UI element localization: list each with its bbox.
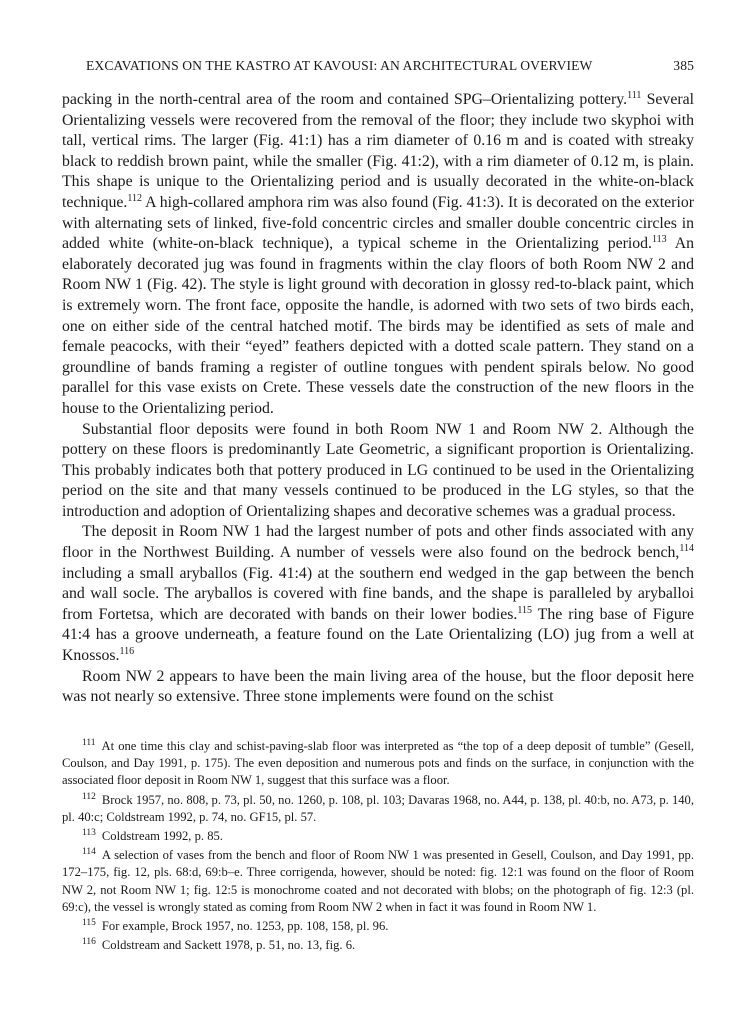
- text-run: The deposit in Room NW 1 had the largest number of pots and other finds associated with any floor in the Northwest Building. A number of vessels were also found on the bedrock bench,: [62, 523, 694, 562]
- text-run: Several Orientalizing vessels were recovered from the removal of the floor; they include two skyphoi with tall, vertical rims. The larger (Fig. 41:1) has a rim diameter of 0.16 m and is coated with streaky black to reddish brown paint, while the smaller (Fig. 41:2), with a rim diameter of 0.12 m, is plain. This shape is unique to the Orientalizing period and is usually decorated in the white-on-black technique.: [62, 91, 694, 211]
- footnote: [62, 828, 694, 845]
- text-run: Substantial floor deposits were found in both Room NW 1 and Room NW 2. Although the pottery on these floors is predominantly Late Geometric, a significant proportion is Orientalizing. This probably indicates both that pottery produced in LG continued to be used in the Orientalizing period on the site and that many vessels continued to be produced in the LG styles, so that the introduction and adoption of Orientalizing shapes and decorative schemes was a gradual process.: [62, 420, 694, 520]
- footnote-text: Brock 1957, no. 808, p. 73, pl. 50, no. 1260, p. 108, pl. 103; Davaras 1968, no. A44, p. 138, pl. 40:b, no. A73, p. 140, pl. 40:c; Coldstream 1992, p. 74, no. GF15, pl. 57.: [62, 792, 694, 824]
- footnote-text: For example, Brock 1957, no. 1253, pp. 108, 158, pl. 96.: [101, 919, 389, 934]
- text-run: packing in the north-central area of the room and contained SPG–Orientalizing pottery.: [62, 91, 628, 108]
- footnote-number: 114: [82, 847, 96, 858]
- body-paragraph: [62, 667, 694, 708]
- body-paragraph: [62, 522, 694, 666]
- footnote-text: At one time this clay and schist-paving-slab floor was interpreted as “the top of a deep deposit of tumble” (Gesell, Coulson, and Day 1991, p. 175). The even deposition and numerous pots and finds on the surface, in conjunction with the associated floor deposit in Room NW 1, suggest that this surface was a floor.: [62, 739, 694, 788]
- footnote-number: 112: [82, 791, 96, 802]
- footnote-text: A selection of vases from the bench and floor of Room NW 1 was presented in Gesell, Coulson, and Day 1991, pp. 172–175, fig. 12, pls. 68:d, 69:b–e. Three corrigenda, however, should be noted: fig. 12:1 was found on the floor of Room NW 2, not Room NW 1; fig. 12:5 is monochrome coated and not decorated with blobs; on the photograph of fig. 12:3 (pl. 69:c), the vessel is wrongly stated as coming from Room NW 2 when in fact it was found in Room NW 1.: [62, 848, 694, 914]
- footnote-text: Coldstream and Sackett 1978, p. 51, no. 13, fig. 6.: [101, 938, 356, 953]
- body-paragraph: [62, 420, 694, 523]
- body-paragraph: [62, 90, 694, 420]
- footnote: [62, 738, 694, 790]
- footnote: [62, 792, 694, 826]
- footnote-marker: 116: [119, 646, 135, 658]
- footnotes: [62, 738, 694, 956]
- text-run: A high-collared amphora rim was also found (Fig. 41:3). It is decorated on the exterior with alternating sets of linked, five-fold concentric circles and smaller double concentric circles in added white (white-on-black technique), a typical scheme in the Orientalizing period.: [62, 193, 694, 253]
- footnote-number: 111: [82, 738, 96, 748]
- footnote-marker: 115: [517, 604, 532, 616]
- text-run: An elaborately decorated jug was found in fragments within the clay floors of both Room NW 2 and Room NW 1 (Fig. 42). The style is light ground with decoration in glossy red-to-black paint, which is extremely worn. The front face, opposite the handle, is adorned with two sets of two birds each, one on either side of the central hatched motif. The birds may be identified as sets of male and female peacocks, with their “eyed” feathers depicted with a dotted scale pattern. They stand on a groundline of bands framing a register of outline tongues with pendent spirals below. No good parallel for this vase exists on Crete. These vessels date the construction of the new floors in the house to the Orientalizing period.: [62, 235, 695, 417]
- text-run: Room NW 2 appears to have been the main living area of the house, but the floor deposit here was not nearly so extensive. Three stone implements were found on the schist: [62, 667, 694, 706]
- footnote: [62, 847, 694, 916]
- footnote-number: 113: [82, 828, 96, 839]
- footnote: [62, 937, 694, 954]
- footnote: [62, 918, 694, 935]
- footnote-marker: 114: [679, 543, 694, 555]
- footnote-number: 115: [82, 918, 96, 929]
- footnote-marker: 111: [627, 90, 642, 101]
- footnote-marker: 113: [652, 234, 667, 246]
- main-text: [62, 90, 694, 708]
- footnote-text: Coldstream 1992, p. 85.: [101, 829, 223, 844]
- footnote-number: 116: [82, 937, 96, 948]
- text-run: The ring base of Figure 41:4 has a groove underneath, a feature found on the Late Orientalizing (LO) jug from a well at Knossos.: [62, 605, 695, 665]
- page-number: 385: [673, 58, 694, 73]
- footnote-marker: 112: [127, 192, 142, 204]
- text-run: including a small aryballos (Fig. 41:4) at the southern end wedged in the gap between the bench and wall socle. The aryballos is covered with fine bands, and the shape is paralleled by aryballoi from Fortetsa, which are decorated with bands on their lower bodies.: [62, 564, 694, 623]
- running-title: EXCAVATIONS ON THE KASTRO AT KAVOUSI: AN ARCHITECTURAL OVERVIEW: [86, 58, 593, 73]
